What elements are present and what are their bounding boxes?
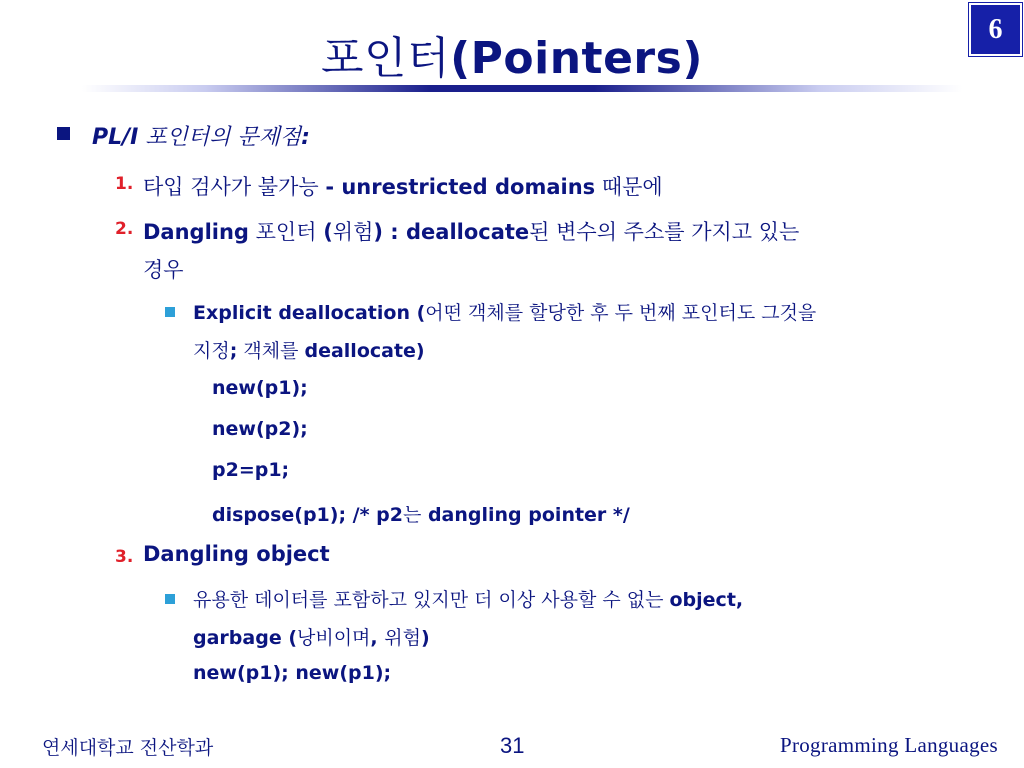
sub-item-2-text (193, 585, 743, 612)
item-3-text: Dangling object (143, 542, 330, 566)
sub-item-1-part-e: 객체를 (237, 340, 305, 362)
sub-item-2-part-d: 낭비이며 (297, 627, 371, 649)
slide-title (0, 22, 1024, 86)
item-2-part-d: 위험 (332, 220, 374, 244)
footer-course: Programming Languages (779, 733, 998, 757)
slide-title-english: (Pointers) (450, 33, 703, 84)
sub-item-1-part-f: deallocate) (304, 340, 425, 362)
code-line-4 (212, 500, 630, 527)
slide-title-korean: 포인터 (321, 33, 451, 84)
sub-item-2-part-c: garbage ( (193, 627, 297, 649)
small-square-bullet-icon (165, 307, 175, 317)
sub-item-1-part-b: 어떤 객체를 할당한 후 두 번째 포인터도 그것을 (425, 302, 817, 324)
item-number-2: 2. (115, 219, 134, 239)
square-bullet-icon (57, 127, 70, 140)
sub-item-1-text (193, 298, 816, 325)
item-2-part-c: ( (323, 220, 333, 244)
item-number-1: 1. (115, 174, 134, 194)
heading-language: PL/I (92, 125, 139, 150)
small-square-bullet-icon (165, 594, 175, 604)
code-line-4-part-b: 는 (402, 504, 422, 526)
sub-item-1-continuation (193, 336, 425, 363)
item-1-part-a: 타입 검사가 불가능 (143, 175, 326, 199)
code-line-2: new(p2); (212, 418, 308, 440)
footer-university: 연세대학교 전산학과 (42, 737, 214, 759)
footer-page-number: 31 (500, 733, 525, 758)
sub-item-2-part-e: , (370, 627, 385, 649)
code-line-4-part-a: dispose(p1); /* p2 (212, 504, 403, 526)
item-2-part-e: ) : deallocate (373, 220, 530, 244)
code-line-1: new(p1); (212, 377, 308, 399)
item-2-text (143, 216, 799, 246)
item-1-part-b: - unrestricted domains (325, 175, 596, 199)
sub-item-2-code: new(p1); new(p1); (193, 662, 392, 684)
item-2-continuation: 경우 (143, 258, 184, 282)
item-2-part-f: 된 변수의 주소를 가지고 있는 (529, 220, 800, 244)
item-1-text (143, 171, 663, 201)
heading-text: 포인터의 문제점 (138, 125, 302, 150)
section-heading (92, 120, 310, 151)
heading-colon: : (301, 125, 310, 150)
code-line-4-part-c: dangling pointer */ (421, 504, 630, 526)
chapter-badge: 6 (969, 3, 1022, 56)
sub-item-2-continuation (193, 623, 430, 650)
item-2-part-a: Dangling (143, 220, 249, 244)
sub-item-1-part-d: ; (229, 340, 238, 362)
sub-item-2-part-f: 위험 (384, 627, 421, 649)
sub-item-2-part-b: object, (669, 589, 744, 611)
sub-item-1-part-c: 지정 (193, 340, 230, 362)
sub-item-2-part-g: ) (420, 627, 430, 649)
item-2-part-b: 포인터 (248, 220, 324, 244)
sub-item-2-part-a: 유용한 데이터를 포함하고 있지만 더 이상 사용할 수 없는 (193, 589, 670, 611)
item-1-part-c: 때문에 (595, 175, 663, 199)
title-underline (0, 85, 1024, 92)
item-number-3: 3. (115, 547, 134, 567)
code-line-3: p2=p1; (212, 459, 290, 481)
sub-item-1-part-a: Explicit deallocation ( (193, 302, 426, 324)
